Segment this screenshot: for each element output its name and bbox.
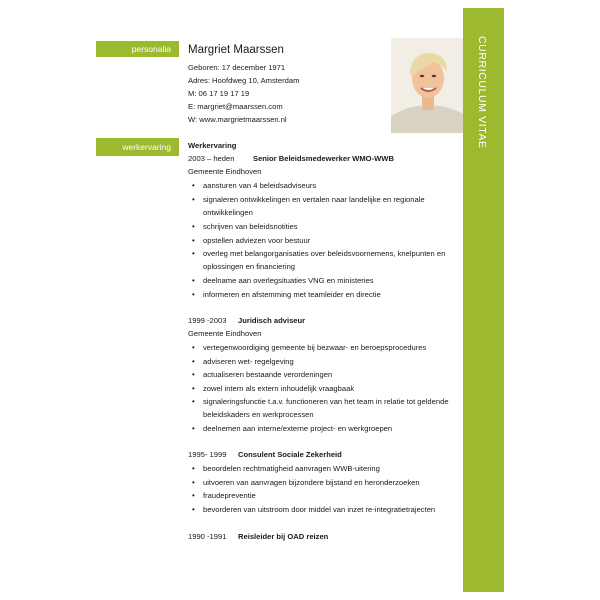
bullet: • [192, 491, 195, 500]
profile-photo [391, 38, 463, 133]
curriculum-vitae-title: CURRICULUM VITAE [476, 36, 488, 149]
job-title: Senior Beleidsmedewerker WMO-WWB [253, 154, 394, 163]
person-name: Margriet Maarssen [188, 44, 284, 56]
job-title: Consulent Sociale Zekerheid [238, 450, 342, 459]
bullet: • [192, 424, 195, 433]
job-employer: Gemeente Eindhoven [188, 329, 262, 338]
bullet: • [192, 249, 195, 258]
bullet: • [192, 290, 195, 299]
job-task: zowel intern als extern inhoudelijk vraagbaak [203, 384, 355, 393]
bullet: • [192, 236, 195, 245]
job-task: deelnemen aan interne/externe project- en werkgroepen [203, 424, 393, 433]
bullet: • [192, 370, 195, 379]
job-task: schrijven van beleidsnotities [203, 222, 298, 231]
job-task: adviseren wet- regelgeving [203, 357, 294, 366]
job-period: 1990 -1991 [188, 532, 227, 541]
job-task-continued: beleidskaders en werkprocessen [203, 410, 314, 419]
address: Adres: Hoofdweg 10, Amsterdam [188, 76, 300, 85]
bullet: • [192, 478, 195, 487]
job-task: signaleren ontwikkelingen en vertalen naar landelijke en regionale [203, 195, 425, 204]
website: W: www.margrietmaarssen.nl [188, 115, 287, 124]
birth-date: Geboren: 17 december 1971 [188, 63, 286, 72]
job-task: deelname aan overlegsituaties VNG en ministeries [203, 276, 374, 285]
job-task-continued: oplossingen en financiering [203, 262, 296, 271]
bullet: • [192, 222, 195, 231]
job-task: informeren en afstemming met teamleider en directie [203, 290, 381, 299]
job-task: uitvoeren van aanvragen bijzondere bijstand en heronderzoeken [203, 478, 420, 487]
job-period: 2003 – heden [188, 154, 235, 163]
job-employer: Gemeente Eindhoven [188, 167, 262, 176]
email-address: E: margriet@maarssen.com [188, 102, 283, 111]
bullet: • [192, 181, 195, 190]
bullet: • [192, 464, 195, 473]
bullet: • [192, 384, 195, 393]
profile-photo-illustration [391, 38, 463, 133]
job-title: Juridisch adviseur [238, 316, 306, 325]
bullet: • [192, 357, 195, 366]
job-task: fraudepreventie [203, 491, 256, 500]
job-task: actualiseren bestaande verordeningen [203, 370, 333, 379]
job-title: Reisleider bij OAD reizen [238, 532, 329, 541]
job-task: aansturen van 4 beleidsadviseurs [203, 181, 317, 190]
job-period: 1999 -2003 [188, 316, 227, 325]
bullet: • [192, 343, 195, 352]
job-task: bevorderen van uitstroom door middel van inzet re-integratietrajecten [203, 505, 436, 514]
section-label-personalia: personalia [96, 41, 179, 57]
section-label-werkervaring: werkervaring [96, 138, 179, 156]
job-task: vertegenwoordiging gemeente bij bezwaar- en beroepsprocedures [203, 343, 427, 352]
mobile-number: M: 06 17 19 17 19 [188, 89, 250, 98]
bullet: • [192, 276, 195, 285]
job-task: beoordelen rechtmatigheid aanvragen WWB-uitering [203, 464, 380, 473]
job-task-continued: ontwikkelingen [203, 208, 253, 217]
bullet: • [192, 505, 195, 514]
job-task: signaleringsfunctie t.a.v. functioneren van het team in relatie tot geldende [203, 397, 449, 406]
job-period: 1995- 1999 [188, 450, 227, 459]
experience-heading: Werkervaring [188, 141, 237, 150]
bullet: • [192, 195, 195, 204]
bullet: • [192, 397, 195, 406]
job-task: overleg met belangorganisaties over beleidsvoornemens, knelpunten en [203, 249, 446, 258]
job-task: opstellen adviezen voor bestuur [203, 236, 311, 245]
